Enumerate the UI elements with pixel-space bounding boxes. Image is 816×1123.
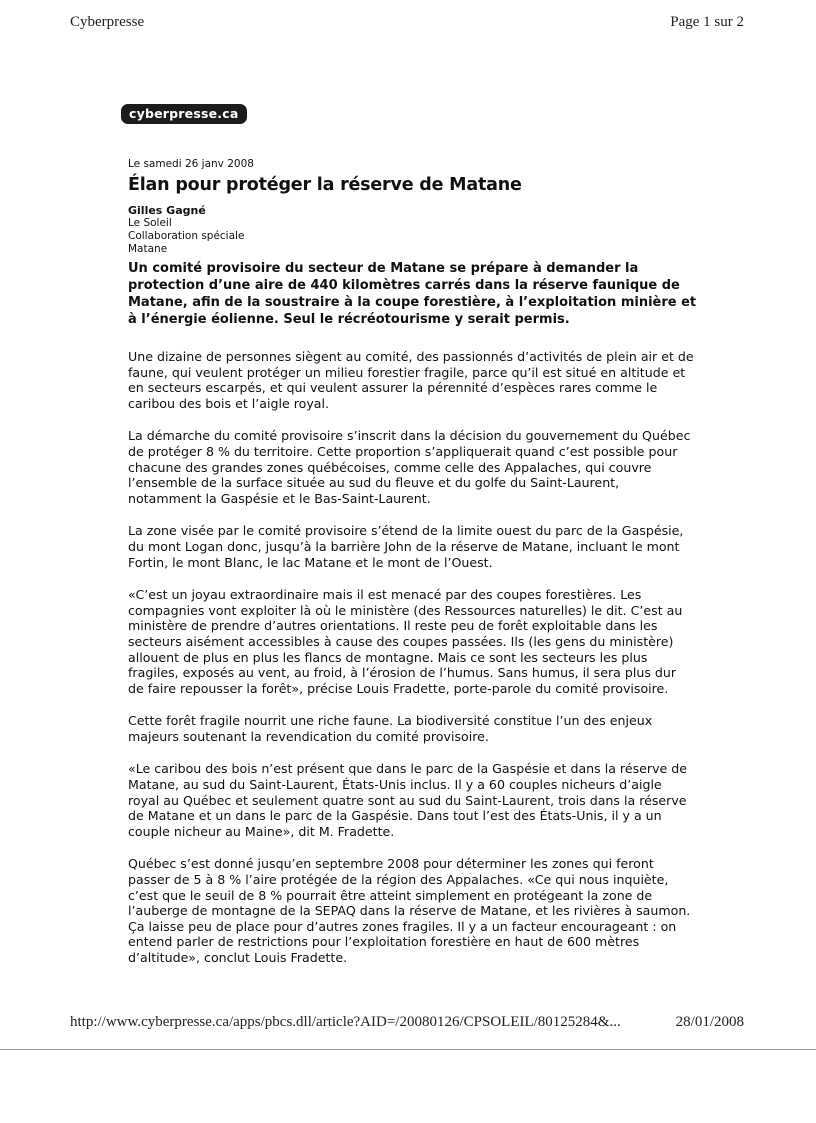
article-date: Le samedi 26 janv 2008 [128,158,254,170]
article-paragraph: «C’est un joyau extraordinaire mais il est menacé par des coupes forestières. Les compagnies vont exploiter là où le ministère (des Ressources naturelles) le dit. C’est au ministère de prendre d’autres orientations. Il reste peu de forêt exploitable dans les secteurs aisément accessibles à cause des coupes passées. Ils (les gens du ministère) allouent de plus en plus les flancs de montagne. Mais ce sont les secteurs les plus fragiles, exposés au vent, au froid, à l’érosion de l’humus. Sans humus, il sera plus dur de faire repousser la forêt», précise Louis Fradette, porte-parole du comité provisoire. [128,587,683,696]
article [128,158,696,966]
article-paragraph: Une dizaine de personnes siègent au comité, des passionnés d’activités de plein air et de faune, qui veulent protéger un milieu forestier fragile, parce qu’il est situé en altitude et en secteurs escarpés, et qui veulent assurer la pérennité d’espèces rares comme le caribou des bois et l’aigle royal. [128,349,694,411]
header-page-number: Page 1 sur 2 [670,14,744,30]
article-paragraph: «Le caribou des bois n’est présent que dans le parc de la Gaspésie et dans la réserve de Matane, au sud du Saint-Laurent, États-Unis inclus. Il y a 60 couples nicheurs d’aigle royal au Québec et seulement quatre sont au sud du Saint-Laurent, trois dans la réserve de Matane et un dans le parc de la Gaspésie. Dans tout l’est des États-Unis, il y a un couple nicheur au Maine», dit M. Fradette. [128,761,688,839]
header-source: Cyberpresse [70,14,145,30]
byline-publication: Le Soleil [128,217,172,229]
article-paragraph: Cette forêt fragile nourrit une riche faune. La biodiversité constitue l’un des enjeux majeurs soutenant la revendication du comité provisoire. [128,713,653,744]
article-paragraph: Québec s’est donné jusqu’en septembre 2008 pour déterminer les zones qui feront passer de 5 à 8 % l’aire protégée de la région des Appalaches. «Ce qui nous inquiète, c’est que le seuil de 8 % pourrait être atteint simplement en protégeant la zone de l’auberge de montagne de la SEPAQ dans la réserve de Matane, et les rivières à saumon. Ça laisse peu de place pour d’autres zones fragiles. Il y a un facteur encourageant : on entend parler de restrictions pour l’exploitation forestière en haut de 600 mètres d’altitude», conclut Louis Fradette. [128,856,691,965]
article-title: Élan pour protéger la réserve de Matane [128,175,522,195]
author-name: Gilles Gagné [128,204,206,217]
byline [128,204,696,256]
article-paragraph: La zone visée par le comité provisoire s’étend de la limite ouest du parc de la Gaspésie, du mont Logan donc, jusqu’à la barrière John de la réserve de Matane, incluant le mont Fortin, le mont Blanc, le lac Matane et le mont de l’Ouest. [128,523,684,570]
article-lead: Un comité provisoire du secteur de Matane se prépare à demander la protection d’une aire de 440 kilomètres carrés dans la réserve faunique de Matane, afin de la soustraire à la coupe forestière, à l’exploitation minière et à l’énergie éolienne. Seul le récréotourisme y serait permis. [128,261,697,327]
cyberpresse-logo[interactable]: cyberpresse.ca [121,104,247,124]
byline-location: Matane [128,243,168,255]
footer-date: 28/01/2008 [675,1014,744,1030]
article-paragraph: La démarche du comité provisoire s’inscrit dans la décision du gouvernement du Québec de protéger 8 % du territoire. Cette proportion s’appliquerait quand c’est possible pour chacune des grandes zones québécoises, comme celle des Appalaches, qui couvre l’ensemble de la surface située au sud du fleuve et du golfe du Saint-Laurent, notamment la Gaspésie et le Bas-Saint-Laurent. [128,428,691,506]
byline-role: Collaboration spéciale [128,230,245,242]
footer-url[interactable]: http://www.cyberpresse.ca/apps/pbcs.dll/article?AID=/20080126/CPSOLEIL/80125284&... [70,1014,621,1030]
divider [0,1049,816,1050]
